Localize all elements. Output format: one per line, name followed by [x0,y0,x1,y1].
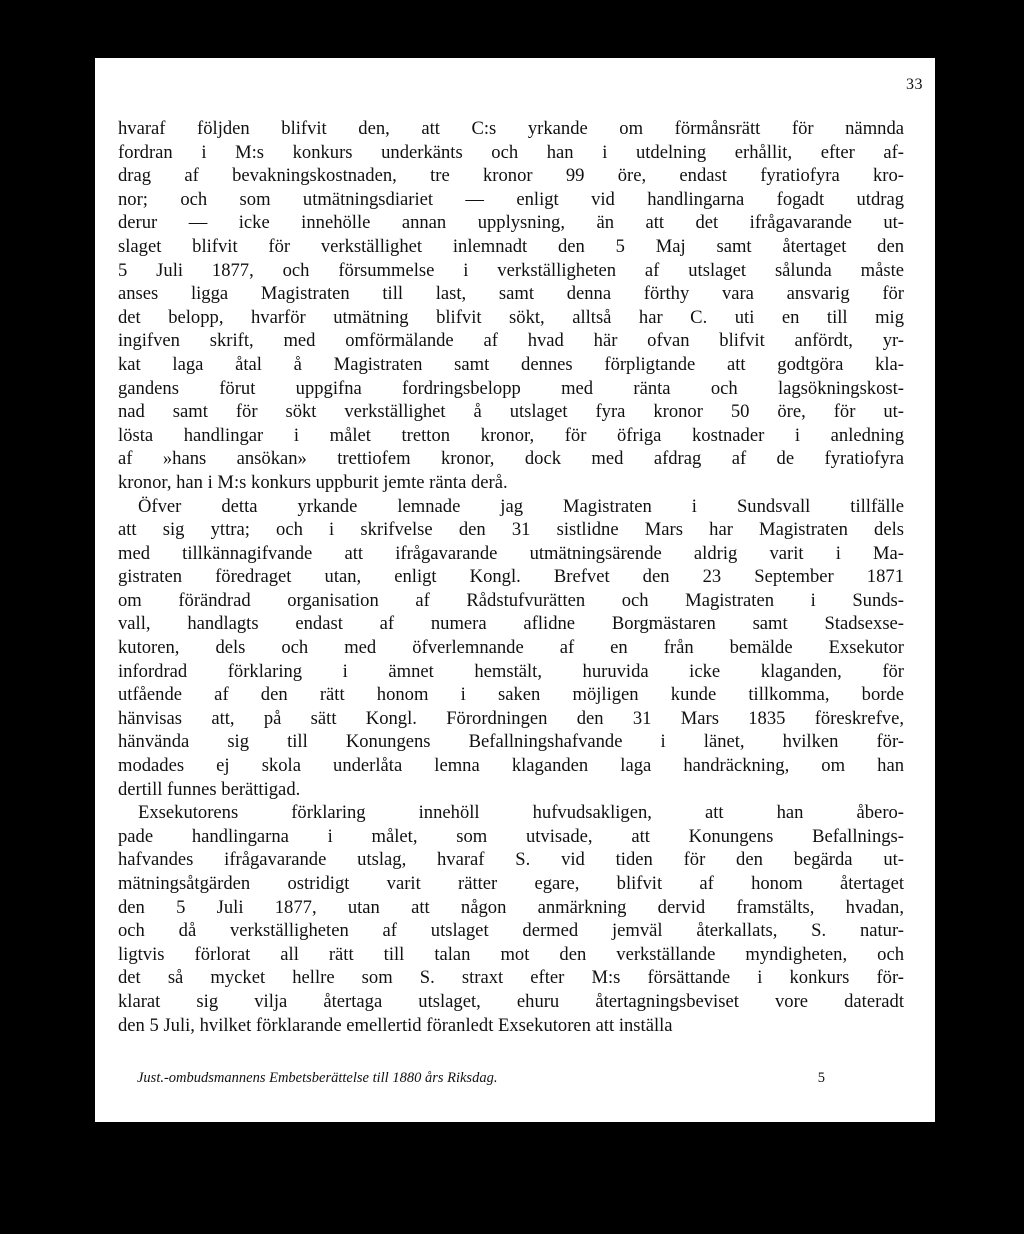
text-line: kutoren, dels och med öfverlemnande af en från bemälde Exsekutor [118,637,904,659]
text-line: kronor, han i M:s konkurs uppburit jemte ränta derå. [118,471,508,493]
text-line: dertill funnes berättigad. [118,778,301,800]
text-line: Exsekutorens förklaring innehöll hufvudsakligen, att han åbero- [138,802,904,824]
text-line: nor; och som utmätningsdiariet — enligt vid handlingarna fogadt utdrag [118,188,904,210]
text-line: anses ligga Magistraten till last, samt denna förthy vara ansvarig för [118,283,904,305]
text-line: derur — icke innehölle annan upplysning, än att det ifrågavarande ut- [118,212,904,234]
text-line: det så mycket hellre som S. straxt efter M:s försättande i konkurs för- [118,967,904,989]
text-line: hänvisas att, på sätt Kongl. Förordningen den 31 Mars 1835 föreskrefve, [118,707,904,729]
footer-title: Just.-ombudsmannens Embetsberättelse till 1880 års Riksdag. [137,1070,498,1086]
text-line: vall, handlagts endast af numera aflidne Borgmästaren samt Stadsexse- [118,613,904,635]
text-line: modades ej skola underlåta lemna klaganden laga handräckning, om han [118,755,904,777]
text-line: ingifven skrift, med omförmälande af hvad här ofvan blifvit anfördt, yr- [118,330,904,352]
text-line: om förändrad organisation af Rådstufvurätten och Magistraten i Sunds- [118,589,904,611]
text-line: Öfver detta yrkande lemnade jag Magistraten i Sundsvall tillfälle [138,495,904,517]
text-line: nad samt för sökt verkställighet å utslaget fyra kronor 50 öre, för ut- [118,401,904,423]
text-line: mätningsåtgärden ostridigt varit rätter egare, blifvit af honom återtaget [118,873,904,894]
text-line: klarat sig vilja återtaga utslaget, ehuru återtagningsbeviset vore dateradt [118,990,904,1012]
text-line: och då verkställigheten af utslaget dermed jemväl återkallats, S. natur- [118,920,904,942]
text-line: att sig yttra; och i skrifvelse den 31 sistlidne Mars har Magistraten dels [118,519,904,541]
footer-signature-mark: 5 [817,1070,825,1086]
text-line: infordrad förklaring i ämnet hemstält, huruvida icke klaganden, för [118,660,904,682]
paragraph [118,117,904,495]
text-line: hafvandes ifrågavarande utslag, hvaraf S. vid tiden för den begärda ut- [118,849,904,871]
text-line: slaget blifvit för verkställighet inlemnadt den 5 Maj samt återtaget den [118,235,904,257]
text-line: hvaraf följden blifvit den, att C:s yrkande om förmånsrätt för nämnda [118,118,904,139]
paragraph [118,495,904,802]
text-line: ligtvis förlorat all rätt till talan mot den verkställande myndigheten, och [118,943,904,965]
text-line: den 5 Juli, hvilket förklarande emellertid föranledt Exsekutoren att inställa [118,1014,673,1036]
text-line: 5 Juli 1877, och försummelse i verkställigheten af utslaget sålunda måste [118,259,904,281]
text-line: med tillkännagifvande att ifrågavarande utmätningsärende aldrig varit i Ma- [118,542,904,564]
page-number: 33 [906,76,923,93]
paragraph [118,801,904,1037]
text-line: lösta handlingar i målet tretton kronor, för öfriga kostnader i anledning [118,424,904,446]
text-line: kat laga åtal å Magistraten samt dennes förpligtande att godtgöra kla- [118,353,904,375]
text-line: fordran i M:s konkurs underkänts och han i utdelning erhållit, efter af- [118,141,904,163]
text-line: af »hans ansökan» trettiofem kronor, dock med afdrag af de fyratiofyra [118,448,904,470]
text-line: utfående af den rätt honom i saken möjligen kunde tillkomma, borde [118,684,904,706]
page-footer [137,1070,825,1087]
text-line: den 5 Juli 1877, utan att någon anmärkning dervid framstälts, hvadan, [118,896,904,918]
text-line: pade handlingarna i målet, som utvisade, att Konungens Befallnings- [118,825,904,847]
text-line: hänvända sig till Konungens Befallningshafvande i länet, hvilken för- [118,731,904,753]
document-page [95,58,935,1122]
text-line: gistraten föredraget utan, enligt Kongl. Brefvet den 23 September 1871 [118,566,904,588]
text-line: drag af bevakningskostnaden, tre kronor 99 öre, endast fyratiofyra kro- [118,165,904,187]
body-text [118,117,904,1037]
text-line: det belopp, hvarför utmätning blifvit sökt, alltså har C. uti en till mig [118,306,904,328]
text-line: gandens förut uppgifna fordringsbelopp med ränta och lagsökningskost- [118,377,904,399]
